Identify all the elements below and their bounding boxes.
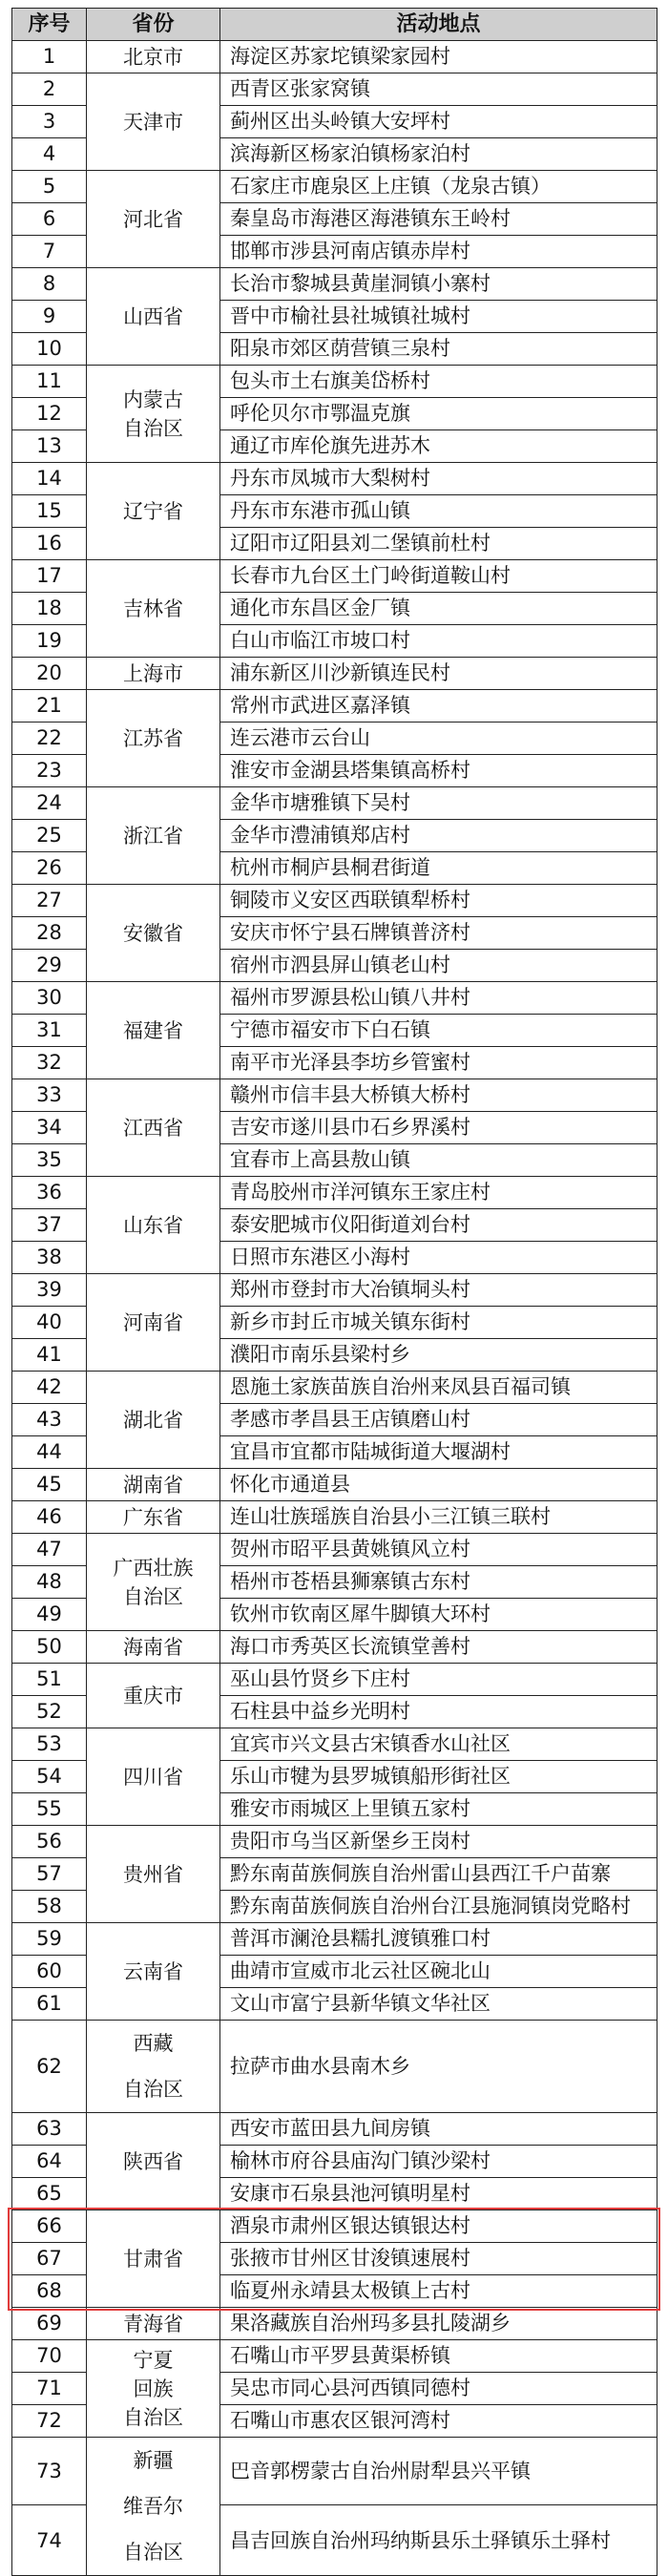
- table-row: [12, 982, 658, 1015]
- row-number: 12: [12, 398, 87, 430]
- location-cell: 通辽市库伦旗先进苏木: [220, 430, 658, 463]
- location-cell: 钦州市钦南区犀牛脚镇大环村: [220, 1599, 658, 1631]
- location-cell: 郑州市登封市大冶镇垌头村: [220, 1274, 658, 1307]
- row-number: 59: [12, 1923, 87, 1956]
- table-row: [12, 1079, 658, 1112]
- province-cell: 河南省: [87, 1274, 220, 1372]
- table-row: [12, 2210, 658, 2243]
- province-cell: 海南省: [87, 1631, 220, 1664]
- table-row: [12, 1501, 658, 1534]
- province-cell: 安徽省: [87, 885, 220, 982]
- location-cell: 秦皇岛市海港区海港镇东王岭村: [220, 203, 658, 236]
- row-number: 41: [12, 1339, 87, 1372]
- row-number: 42: [12, 1372, 87, 1404]
- row-number: 57: [12, 1858, 87, 1891]
- location-cell: 安康市石泉县池河镇明星村: [220, 2178, 658, 2210]
- province-cell: 福建省: [87, 982, 220, 1079]
- row-number: 37: [12, 1209, 87, 1242]
- row-number: 66: [12, 2210, 87, 2243]
- table-row: [12, 658, 658, 690]
- row-number: 36: [12, 1177, 87, 1209]
- location-cell: 梧州市苍梧县狮寨镇古东村: [220, 1566, 658, 1599]
- table-row: [12, 463, 658, 495]
- row-number: 63: [12, 2113, 87, 2146]
- location-cell: 榆林市府谷县庙沟门镇沙梁村: [220, 2146, 658, 2178]
- row-number: 52: [12, 1696, 87, 1728]
- table-row: [12, 2438, 658, 2505]
- table-header-row: [12, 9, 658, 41]
- province-cell: 云南省: [87, 1923, 220, 2021]
- location-cell: 贺州市昭平县黄姚镇风立村: [220, 1534, 658, 1566]
- location-cell: 黔东南苗族侗族自治州台江县施洞镇岗党略村: [220, 1891, 658, 1923]
- location-cell: 孝感市孝昌县王店镇磨山村: [220, 1404, 658, 1436]
- row-number: 70: [12, 2340, 87, 2373]
- table-row: [12, 1177, 658, 1209]
- location-cell: 西青区张家窝镇: [220, 73, 658, 106]
- row-number: 43: [12, 1404, 87, 1436]
- location-cell: 常州市武进区嘉泽镇: [220, 690, 658, 723]
- row-number: 30: [12, 982, 87, 1015]
- row-number: 8: [12, 268, 87, 301]
- table-row: [12, 268, 658, 301]
- location-cell: 福州市罗源县松山镇八井村: [220, 982, 658, 1015]
- row-number: 51: [12, 1664, 87, 1696]
- province-cell: 西藏 自治区: [87, 2021, 220, 2113]
- table-row: [12, 1631, 658, 1664]
- row-number: 40: [12, 1307, 87, 1339]
- location-cell: 杭州市桐庐县桐君街道: [220, 852, 658, 885]
- row-number: 39: [12, 1274, 87, 1307]
- province-cell: 吉林省: [87, 560, 220, 658]
- row-number: 48: [12, 1566, 87, 1599]
- location-cell: 青岛胶州市洋河镇东王家庄村: [220, 1177, 658, 1209]
- province-cell: 浙江省: [87, 787, 220, 885]
- table-row: [12, 787, 658, 820]
- location-cell: 宜宾市兴文县古宋镇香水山社区: [220, 1728, 658, 1761]
- row-number: 7: [12, 236, 87, 268]
- location-cell: 金华市澧浦镇郑店村: [220, 820, 658, 852]
- location-cell: 包头市土右旗美岱桥村: [220, 366, 658, 398]
- row-number: 11: [12, 366, 87, 398]
- row-number: 72: [12, 2405, 87, 2438]
- province-cell: 江苏省: [87, 690, 220, 787]
- table-row: [12, 171, 658, 203]
- table-row: [12, 1664, 658, 1696]
- table-row: [12, 2340, 658, 2373]
- province-cell: 陕西省: [87, 2113, 220, 2210]
- location-cell: 石柱县中益乡光明村: [220, 1696, 658, 1728]
- location-cell: 滨海新区杨家泊镇杨家泊村: [220, 138, 658, 171]
- row-number: 4: [12, 138, 87, 171]
- row-number: 34: [12, 1112, 87, 1144]
- row-number: 26: [12, 852, 87, 885]
- row-number: 21: [12, 690, 87, 723]
- row-number: 23: [12, 755, 87, 787]
- location-cell: 海口市秀英区长流镇堂善村: [220, 1631, 658, 1664]
- location-cell: 巫山县竹贤乡下庄村: [220, 1664, 658, 1696]
- row-number: 64: [12, 2146, 87, 2178]
- province-cell: 天津市: [87, 73, 220, 171]
- location-cell: 连云港市云台山: [220, 723, 658, 755]
- location-cell: 酒泉市肃州区银达镇银达村: [220, 2210, 658, 2243]
- province-cell: 贵州省: [87, 1826, 220, 1923]
- location-cell: 张掖市甘州区甘浚镇速展村: [220, 2243, 658, 2275]
- table-row: [12, 1826, 658, 1858]
- location-cell: 呼伦贝尔市鄂温克旗: [220, 398, 658, 430]
- row-number: 71: [12, 2373, 87, 2405]
- row-number: 53: [12, 1728, 87, 1761]
- province-cell: 甘肃省: [87, 2210, 220, 2308]
- location-cell: 海淀区苏家坨镇梁家园村: [220, 41, 658, 73]
- province-cell: 山东省: [87, 1177, 220, 1274]
- province-cell: 江西省: [87, 1079, 220, 1177]
- row-number: 31: [12, 1015, 87, 1047]
- province-cell: 湖南省: [87, 1469, 220, 1501]
- row-number: 15: [12, 495, 87, 528]
- location-cell: 曲靖市宣威市北云社区碗北山: [220, 1956, 658, 1988]
- location-cell: 拉萨市曲水县南木乡: [220, 2021, 658, 2113]
- location-cell: 贵阳市乌当区新堡乡王岗村: [220, 1826, 658, 1858]
- row-number: 9: [12, 301, 87, 333]
- table-body: [12, 41, 658, 2576]
- location-cell: 果洛藏族自治州玛多县扎陵湖乡: [220, 2308, 658, 2340]
- table-row: [12, 366, 658, 398]
- location-cell: 宜春市上高县敖山镇: [220, 1144, 658, 1177]
- location-cell: 文山市富宁县新华镇文华社区: [220, 1988, 658, 2021]
- location-cell: 吉安市遂川县巾石乡界溪村: [220, 1112, 658, 1144]
- table-row: [12, 690, 658, 723]
- location-cell: 恩施土家族苗族自治州来凤县百福司镇: [220, 1372, 658, 1404]
- row-number: 2: [12, 73, 87, 106]
- province-cell: 上海市: [87, 658, 220, 690]
- location-cell: 宜昌市宜都市陆城街道大堰湖村: [220, 1436, 658, 1469]
- location-cell: 丹东市凤城市大梨树村: [220, 463, 658, 495]
- province-cell: 青海省: [87, 2308, 220, 2340]
- province-cell: 湖北省: [87, 1372, 220, 1469]
- row-number: 18: [12, 593, 87, 625]
- header-province: 省份: [87, 9, 220, 41]
- location-cell: 西安市蓝田县九间房镇: [220, 2113, 658, 2146]
- row-number: 13: [12, 430, 87, 463]
- location-cell: 辽阳市辽阳县刘二堡镇前杜村: [220, 528, 658, 560]
- province-cell: 宁夏 回族 自治区: [87, 2340, 220, 2438]
- row-number: 61: [12, 1988, 87, 2021]
- table-row: [12, 1469, 658, 1501]
- location-cell: 乐山市犍为县罗城镇船形街社区: [220, 1761, 658, 1793]
- table-row: [12, 2113, 658, 2146]
- row-number: 19: [12, 625, 87, 658]
- location-cell: 白山市临江市坡口村: [220, 625, 658, 658]
- header-no: 序号: [12, 9, 87, 41]
- table-row: [12, 73, 658, 106]
- location-cell: 金华市塘雅镇下吴村: [220, 787, 658, 820]
- row-number: 17: [12, 560, 87, 593]
- row-number: 68: [12, 2275, 87, 2308]
- row-number: 73: [12, 2438, 87, 2505]
- row-number: 3: [12, 106, 87, 138]
- row-number: 45: [12, 1469, 87, 1501]
- row-number: 14: [12, 463, 87, 495]
- row-number: 27: [12, 885, 87, 917]
- row-number: 29: [12, 950, 87, 982]
- province-cell: 河北省: [87, 171, 220, 268]
- province-cell: 内蒙古 自治区: [87, 366, 220, 463]
- location-cell: 雅安市雨城区上里镇五家村: [220, 1793, 658, 1826]
- table-row: [12, 1372, 658, 1404]
- location-cell: 普洱市澜沧县糯扎渡镇雅口村: [220, 1923, 658, 1956]
- table-row: [12, 1728, 658, 1761]
- location-cell: 阳泉市郊区荫营镇三泉村: [220, 333, 658, 366]
- row-number: 16: [12, 528, 87, 560]
- location-cell: 丹东市东港市孤山镇: [220, 495, 658, 528]
- row-number: 49: [12, 1599, 87, 1631]
- province-cell: 新疆 维吾尔 自治区: [87, 2438, 220, 2576]
- row-number: 20: [12, 658, 87, 690]
- row-number: 62: [12, 2021, 87, 2113]
- location-cell: 通化市东昌区金厂镇: [220, 593, 658, 625]
- location-cell: 蓟州区出头岭镇大安坪村: [220, 106, 658, 138]
- location-cell: 黔东南苗族侗族自治州雷山县西江千户苗寨: [220, 1858, 658, 1891]
- table-row: [12, 41, 658, 73]
- location-cell: 日照市东港区小海村: [220, 1242, 658, 1274]
- activity-location-table: [11, 8, 658, 2576]
- row-number: 5: [12, 171, 87, 203]
- location-cell: 铜陵市义安区西联镇犁桥村: [220, 885, 658, 917]
- province-cell: 辽宁省: [87, 463, 220, 560]
- location-cell: 淮安市金湖县塔集镇高桥村: [220, 755, 658, 787]
- location-cell: 长治市黎城县黄崖洞镇小寨村: [220, 268, 658, 301]
- province-cell: 山西省: [87, 268, 220, 366]
- table-row: [12, 2021, 658, 2113]
- province-cell: 四川省: [87, 1728, 220, 1826]
- row-number: 25: [12, 820, 87, 852]
- row-number: 32: [12, 1047, 87, 1079]
- location-cell: 吴忠市同心县河西镇同德村: [220, 2373, 658, 2405]
- table-row: [12, 1274, 658, 1307]
- row-number: 54: [12, 1761, 87, 1793]
- row-number: 24: [12, 787, 87, 820]
- row-number: 6: [12, 203, 87, 236]
- province-cell: 重庆市: [87, 1664, 220, 1728]
- row-number: 58: [12, 1891, 87, 1923]
- row-number: 44: [12, 1436, 87, 1469]
- row-number: 46: [12, 1501, 87, 1534]
- table-row: [12, 2308, 658, 2340]
- row-number: 55: [12, 1793, 87, 1826]
- row-number: 33: [12, 1079, 87, 1112]
- row-number: 69: [12, 2308, 87, 2340]
- province-cell: 广东省: [87, 1501, 220, 1534]
- table-row: [12, 1534, 658, 1566]
- row-number: 22: [12, 723, 87, 755]
- location-cell: 新乡市封丘市城关镇东街村: [220, 1307, 658, 1339]
- row-number: 67: [12, 2243, 87, 2275]
- location-cell: 巴音郭楞蒙古自治州尉犁县兴平镇: [220, 2438, 658, 2505]
- table-row: [12, 1923, 658, 1956]
- location-cell: 浦东新区川沙新镇连民村: [220, 658, 658, 690]
- location-cell: 临夏州永靖县太极镇上古村: [220, 2275, 658, 2308]
- row-number: 28: [12, 917, 87, 950]
- location-cell: 长春市九台区土门岭街道鞍山村: [220, 560, 658, 593]
- location-cell: 泰安肥城市仪阳街道刘台村: [220, 1209, 658, 1242]
- row-number: 65: [12, 2178, 87, 2210]
- location-cell: 安庆市怀宁县石牌镇普济村: [220, 917, 658, 950]
- location-cell: 宿州市泗县屏山镇老山村: [220, 950, 658, 982]
- location-cell: 石嘴山市平罗县黄渠桥镇: [220, 2340, 658, 2373]
- location-cell: 濮阳市南乐县梁村乡: [220, 1339, 658, 1372]
- row-number: 10: [12, 333, 87, 366]
- row-number: 56: [12, 1826, 87, 1858]
- header-location: 活动地点: [220, 9, 658, 41]
- location-cell: 昌吉回族自治州玛纳斯县乐土驿镇乐土驿村: [220, 2505, 658, 2576]
- location-cell: 石家庄市鹿泉区上庄镇（龙泉古镇）: [220, 171, 658, 203]
- province-cell: 北京市: [87, 41, 220, 73]
- location-cell: 怀化市通道县: [220, 1469, 658, 1501]
- row-number: 38: [12, 1242, 87, 1274]
- location-cell: 石嘴山市惠农区银河湾村: [220, 2405, 658, 2438]
- location-cell: 赣州市信丰县大桥镇大桥村: [220, 1079, 658, 1112]
- row-number: 47: [12, 1534, 87, 1566]
- row-number: 60: [12, 1956, 87, 1988]
- row-number: 1: [12, 41, 87, 73]
- location-cell: 晋中市榆社县社城镇社城村: [220, 301, 658, 333]
- location-cell: 南平市光泽县李坊乡管蜜村: [220, 1047, 658, 1079]
- row-number: 50: [12, 1631, 87, 1664]
- table-row: [12, 885, 658, 917]
- location-cell: 连山壮族瑶族自治县小三江镇三联村: [220, 1501, 658, 1534]
- location-cell: 宁德市福安市下白石镇: [220, 1015, 658, 1047]
- row-number: 35: [12, 1144, 87, 1177]
- location-cell: 邯郸市涉县河南店镇赤岸村: [220, 236, 658, 268]
- province-cell: 广西壮族 自治区: [87, 1534, 220, 1631]
- row-number: 74: [12, 2505, 87, 2576]
- table-row: [12, 560, 658, 593]
